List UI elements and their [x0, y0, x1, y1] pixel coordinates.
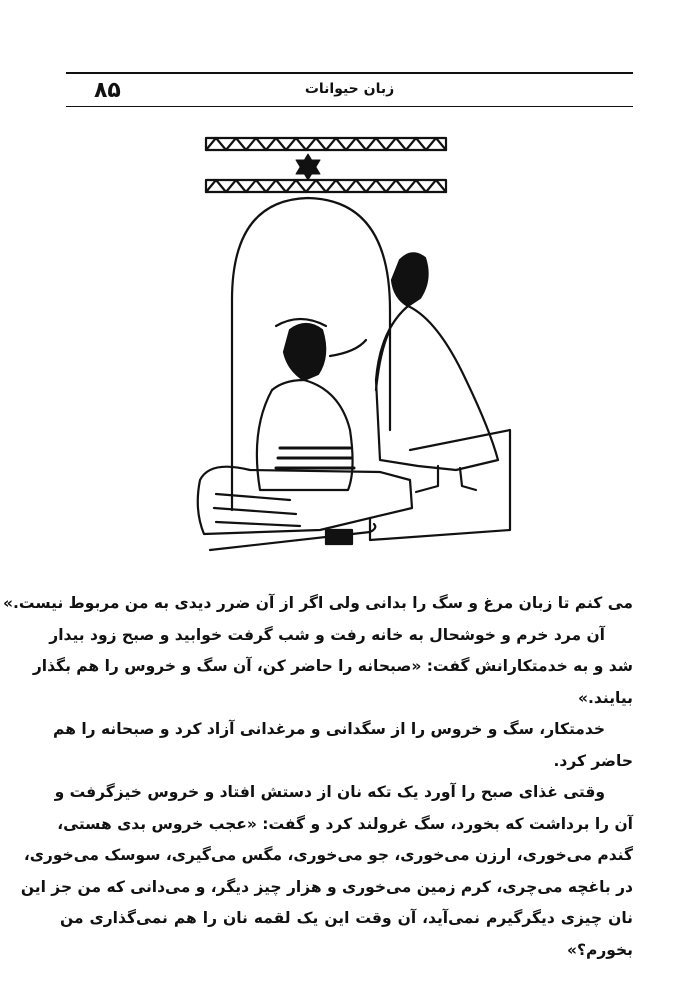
star-icon — [296, 154, 320, 180]
text-line: می کنم تا زبان مرغ و سگ را بدانی ولی اگر از آن ضرر دیدی به من مربوط نیست.» — [3, 594, 633, 612]
header-top-rule — [66, 72, 633, 74]
scene-illustration-icon — [180, 130, 520, 560]
header-bottom-rule — [66, 106, 633, 107]
running-title: زبان حیوانات — [304, 81, 395, 97]
text-line: بخورم؟» — [567, 940, 633, 959]
page-header — [66, 72, 633, 110]
text-line: خدمتکار، سگ و خروس را از سگدانی و مرغدانی آزاد کرد و صبحانه را هم — [53, 720, 605, 738]
text-line: شد و به خدمتکارانش گفت: «صبحانه را حاضر کن، آن سگ و خروس را هم بگذار — [32, 657, 633, 675]
text-line: وقتی غذای صبح را آورد یک تکه نان از دستش افتاد و خروس خیزگرفت و — [54, 783, 605, 801]
page-number: ۸۵ — [94, 78, 121, 103]
text-line: آن مرد خرم و خوشحال به خانه رفت و شب گرفت خوابید و صبح زود بیدار — [49, 625, 605, 644]
text-line: حاضر کرد. — [553, 751, 633, 770]
body-text — [3, 588, 633, 966]
text-line: در باغچه می‌چری، کرم زمین می‌خوری و هزار چیز دیگر، و می‌دانی که من جز این — [20, 877, 633, 896]
text-line: بیایند.» — [578, 688, 633, 707]
text-line: گندم می‌خوری، ارزن می‌خوری، جو می‌خوری، مگس می‌گیری، سوسک می‌خوری، — [23, 846, 633, 864]
text-line: نان چیزی دیگرگیرم نمی‌آید، آن وقت این یک لقمه نان را هم نمی‌گذاری من — [60, 909, 633, 927]
text-line: آن را برداشت که بخورد، سگ غرولند کرد و گفت: «عجب خروس بدی هستی، — [57, 814, 633, 833]
